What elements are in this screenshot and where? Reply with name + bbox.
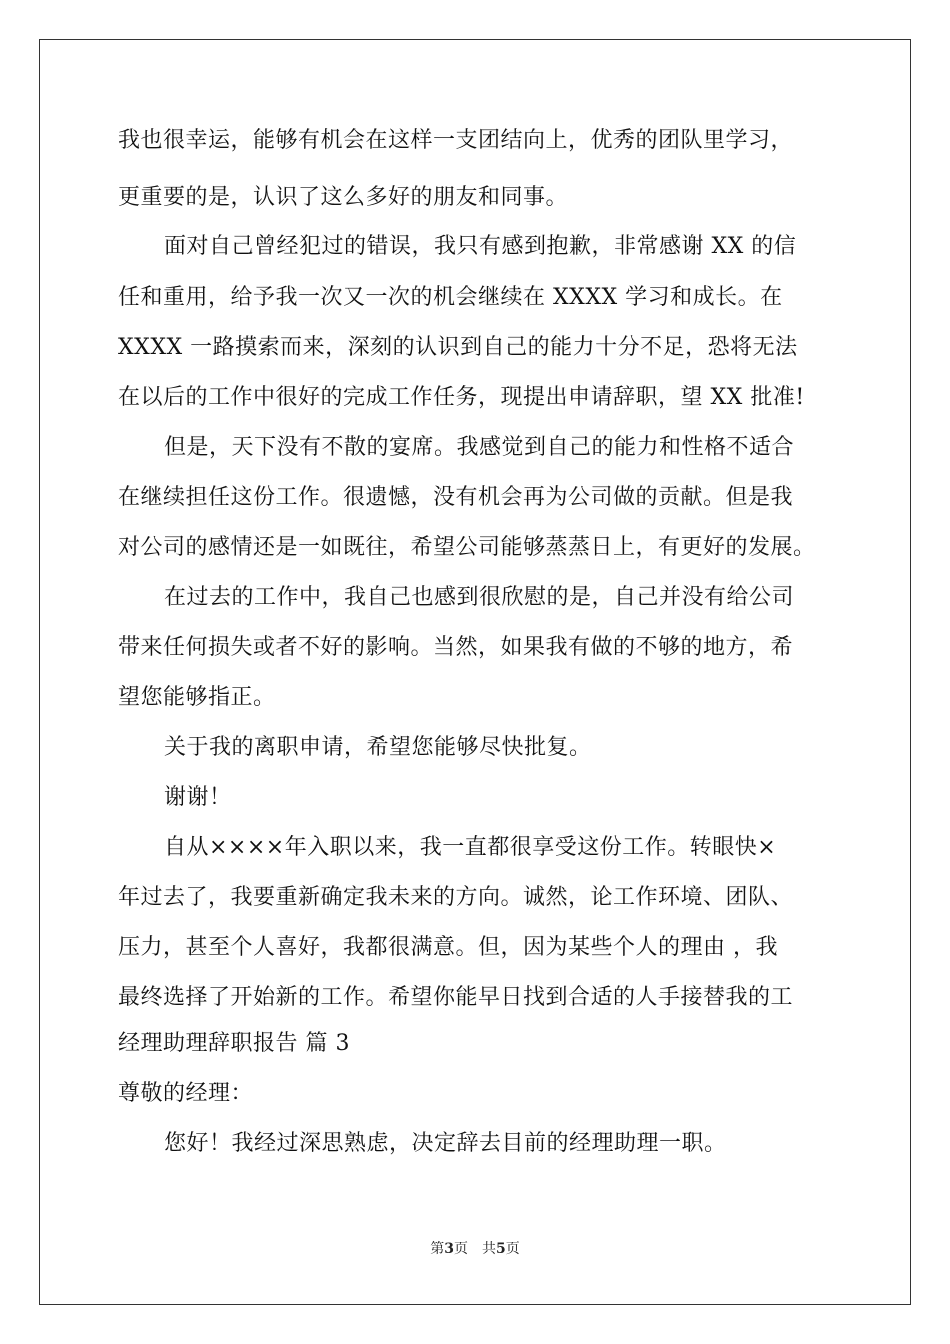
- text-line: 面对自己曾经犯过的错误，我只有感到抱歉，非常感谢 XX 的信: [164, 234, 797, 259]
- page-suffix: 页: [505, 1241, 520, 1257]
- text-line: 带来任何损失或者不好的影响。当然，如果我有做的不够的地方，希: [118, 635, 794, 660]
- text-line: XXXX 一路摸索而来，深刻的认识到自己的能力十分不足，恐将无法: [118, 335, 798, 360]
- text-line: 我也很幸运，能够有机会在这样一支团结向上，优秀的团队里学习，: [118, 128, 794, 153]
- total-page-number: 5: [496, 1241, 506, 1257]
- text-line: 更重要的是，认识了这么多好的朋友和同事。: [118, 185, 569, 210]
- text-line: 任和重用，给予我一次又一次的机会继续在 XXXX 学习和成长。在: [118, 285, 783, 310]
- salutation: 尊敬的经理：: [118, 1081, 254, 1106]
- page-border: [39, 39, 911, 1305]
- text-line: 您好！我经过深思熟虑，决定辞去目前的经理助理一职。: [164, 1131, 727, 1156]
- page-mid: 页 共: [454, 1241, 496, 1257]
- text-line: 压力，甚至个人喜好，我都很满意。但，因为某些个人的理由 ，我: [118, 935, 778, 960]
- text-line: 对公司的感情还是一如既往，希望公司能够蒸蒸日上，有更好的发展。: [118, 535, 816, 560]
- text-line: 在以后的工作中很好的完成工作任务，现提出申请辞职，望 XX 批准!: [118, 385, 805, 410]
- page-prefix: 第: [430, 1241, 445, 1257]
- text-line: 但是，天下没有不散的宴席。我感觉到自己的能力和性格不适合: [164, 435, 795, 460]
- text-line: 关于我的离职申请，希望您能够尽快批复。: [164, 735, 592, 760]
- text-line: 在过去的工作中，我自己也感到很欣慰的是，自己并没有给公司: [164, 585, 795, 610]
- text-line: 自从××××年入职以来，我一直都很享受这份工作。转眼快×: [164, 835, 777, 860]
- text-line: 在继续担任这份工作。很遗憾，没有机会再为公司做的贡献。但是我: [118, 485, 794, 510]
- page-footer: [0, 1240, 950, 1258]
- text-line: 谢谢！: [164, 785, 232, 810]
- section-heading: 经理助理辞职报告 篇 3: [118, 1031, 350, 1056]
- text-line: 年过去了，我要重新确定我未来的方向。诚然，论工作环境、团队、: [118, 885, 794, 910]
- text-line: 最终选择了开始新的工作。希望你能早日找到合适的人手接替我的工: [118, 985, 794, 1010]
- current-page-number: 3: [444, 1241, 454, 1257]
- text-line: 望您能够指正。: [118, 685, 276, 710]
